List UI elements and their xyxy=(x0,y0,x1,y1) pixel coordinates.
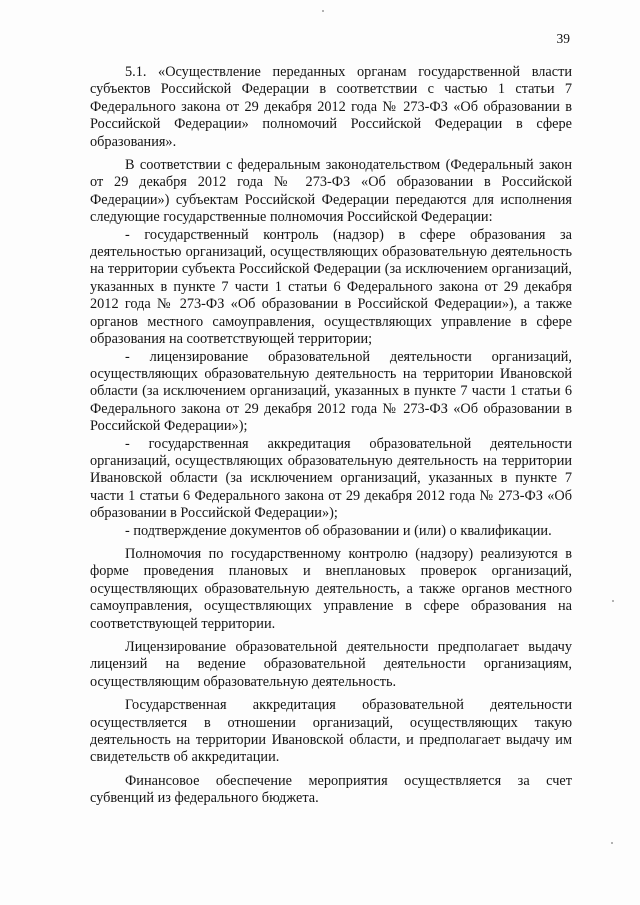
control-paragraph: Полномочия по государственному контролю (надзору) реализуются в форме проведения плановых и внеплановых проверок организаций, осуществляющих образовательную деятельность, а также органов местного самоуправления, осуществляющих управление в сфере образования на соответствующей территории. xyxy=(90,545,572,632)
list-item-licensing: - лицензирование образовательной деятельности организаций, осуществляющих образовательную деятельность на территории Ивановской области (за исключением организаций, указанных в пункте 7 части 1 статьи 6 Федерального закона от 29 декабря 2012 года № 273-ФЗ «Об образовании в Российской Федерации»); xyxy=(90,348,572,435)
section-heading-paragraph: 5.1. «Осуществление переданных органам государственной власти субъектов Российской Федерации в соответствии с частью 1 статьи 7 Федерального закона от 29 декабря 2012 года № 273-ФЗ «Об образовании в Российской Федерации» полномочий Российской Федерации в сфере образования». xyxy=(90,64,572,150)
scan-speck xyxy=(612,600,614,602)
funding-paragraph: Финансовое обеспечение мероприятия осуществляется за счет субвенций из федерального бюджета. xyxy=(90,772,572,807)
list-item-state-control: - государственный контроль (надзор) в сфере образования за деятельностью организаций, осуществляющих образовательную деятельность на территории субъекта Российской Федерации (за исключением организаций, указанных в пункте 7 части 1 статьи 6 Федерального закона от 29 декабря 2012 года № 273-ФЗ «Об образовании в Российской Федерации»), а также органов местного самоуправления, осуществляющих управление в сфере образования на соответствующей территории; xyxy=(90,226,572,348)
list-item-accreditation: - государственная аккредитация образовательной деятельности организаций, осуществляющих образовательную деятельность на территории Ивановской области (за исключением организаций, указанных в пункте 7 части 1 статьи 6 Федерального закона от 29 декабря 2012 года № 273-ФЗ «Об образовании в Российской Федерации»); xyxy=(90,435,572,522)
page-number: 39 xyxy=(556,31,570,46)
scan-speck xyxy=(611,842,613,844)
document-body xyxy=(90,64,572,808)
list-item-document-confirmation: - подтверждение документов об образовании и (или) о квалификации. xyxy=(125,522,552,539)
licensing-paragraph: Лицензирование образовательной деятельности предполагает выдачу лицензий на ведение образовательной деятельности организациям, осуществляющим образовательную деятельность. xyxy=(90,639,572,690)
scan-speck xyxy=(322,10,324,12)
intro-paragraph: В соответствии с федеральным законодательством (Федеральный закон от 29 декабря 2012 года № 273-ФЗ «Об образовании в Российской Федерации») субъектам Российской Федерации передаются для исполнения следующие государственные полномочия Российской Федерации: xyxy=(90,157,572,226)
accreditation-paragraph: Государственная аккредитация образовательной деятельности осуществляется в отношении организаций, осуществляющих такую деятельность на территории Ивановской области, и предполагает выдачу им свидетельств об аккредитации. xyxy=(90,697,572,766)
